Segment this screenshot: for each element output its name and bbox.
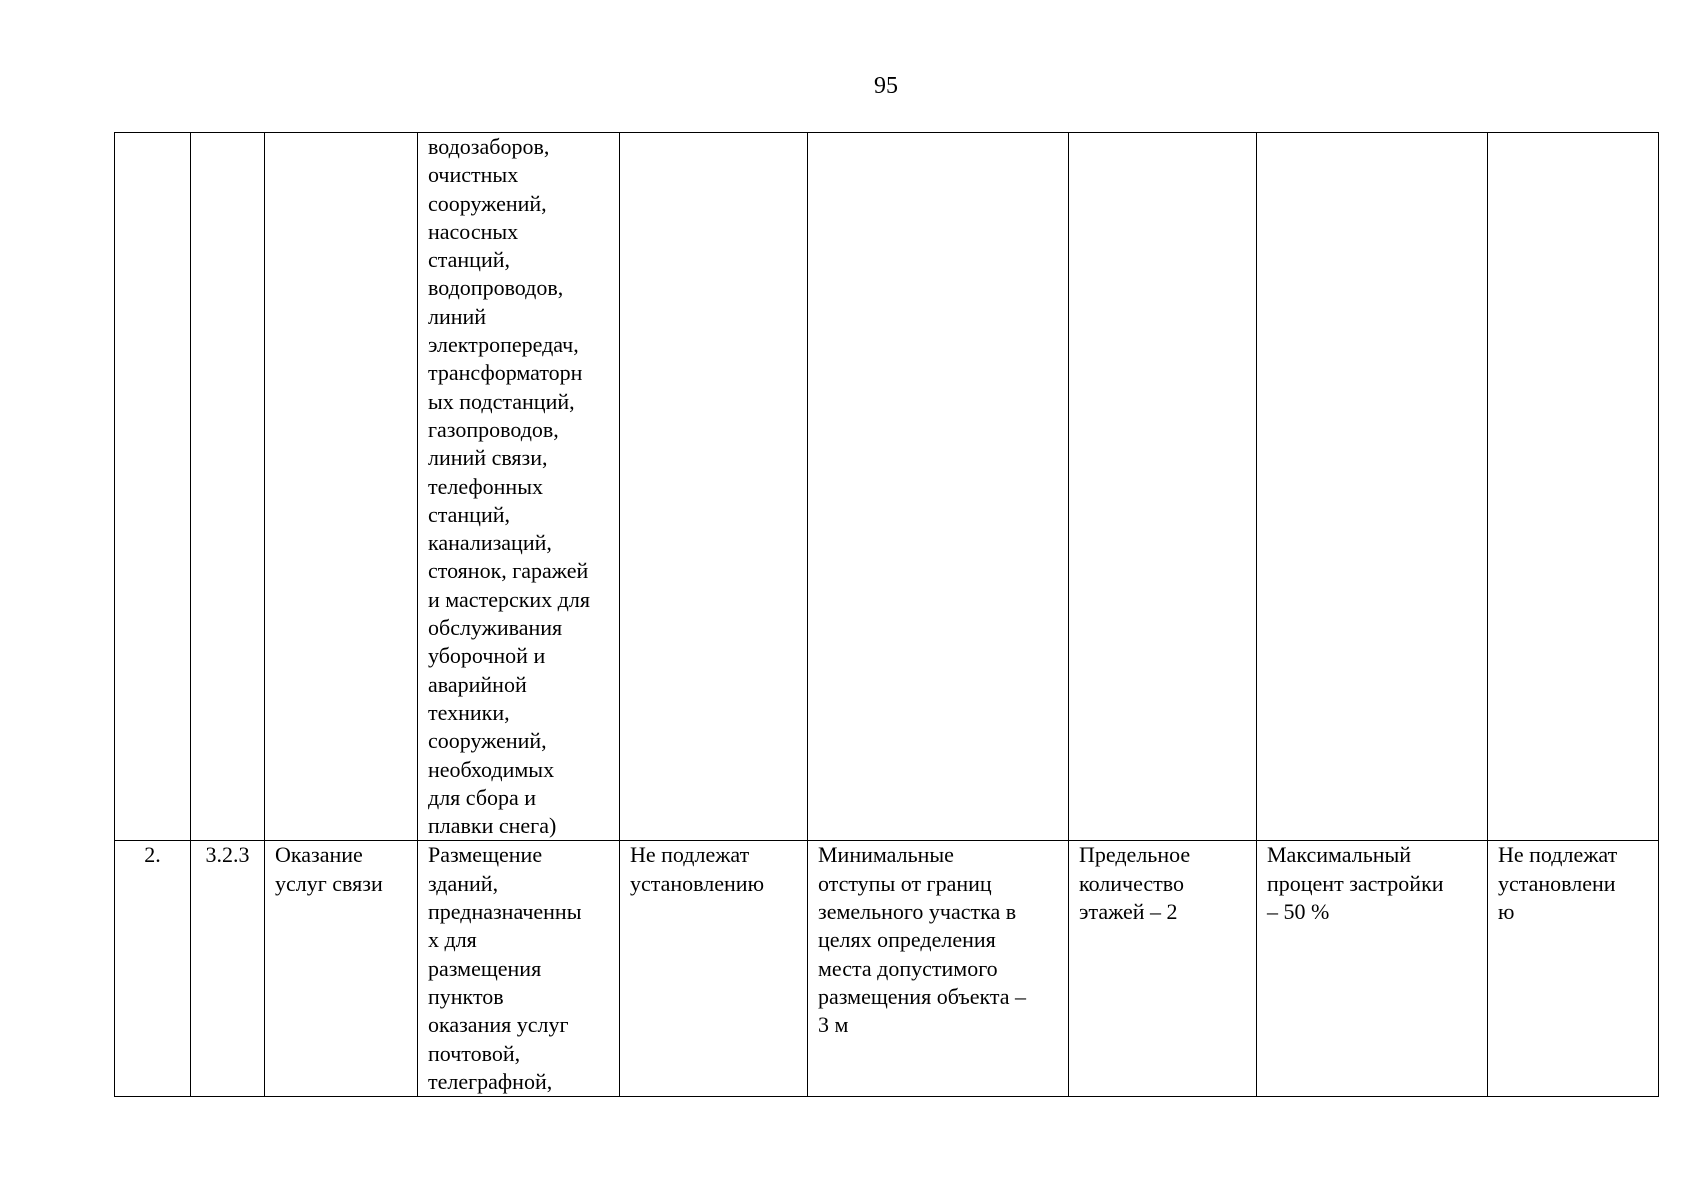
cell-description: Размещение зданий, предназначенны х для размещения пунктов оказания услуг почтовой, телеграфной,: [418, 841, 620, 1097]
cell-name: Оказание услуг связи: [265, 841, 418, 1097]
cell-name: [265, 133, 418, 841]
table-row-continuation: [115, 133, 1659, 841]
regulations-table: [114, 132, 1659, 1097]
cell-other: Не подлежат установлени ю: [1488, 841, 1659, 1097]
cell-code: [191, 133, 265, 841]
table-row: [115, 841, 1659, 1097]
cell-setbacks: Минимальные отступы от границ земельного участка в целях определения места допустимого размещения объекта – 3 м: [808, 841, 1069, 1097]
cell-coverage: [1257, 133, 1488, 841]
cell-num: 2.: [115, 841, 191, 1097]
page-number: 95: [874, 73, 898, 99]
cell-other: [1488, 133, 1659, 841]
cell-floors: [1069, 133, 1257, 841]
cell-floors: Предельное количество этажей – 2: [1069, 841, 1257, 1097]
cell-min-area: Не подлежат установлению: [620, 841, 808, 1097]
cell-num: [115, 133, 191, 841]
cell-description: водозаборов, очистных сооружений, насосных станций, водопроводов, линий электропередач, трансформаторн ых подстанций, газопроводов, линий связи, телефонных станций, канализаций, стоянок, гаражей и мастерских для обслуживания уборочной и аварийной техники, сооружений, необходимых для сбора и плавки снега): [418, 133, 620, 841]
cell-coverage: Максимальный процент застройки – 50 %: [1257, 841, 1488, 1097]
cell-min-area: [620, 133, 808, 841]
cell-code: 3.2.3: [191, 841, 265, 1097]
cell-setbacks: [808, 133, 1069, 841]
